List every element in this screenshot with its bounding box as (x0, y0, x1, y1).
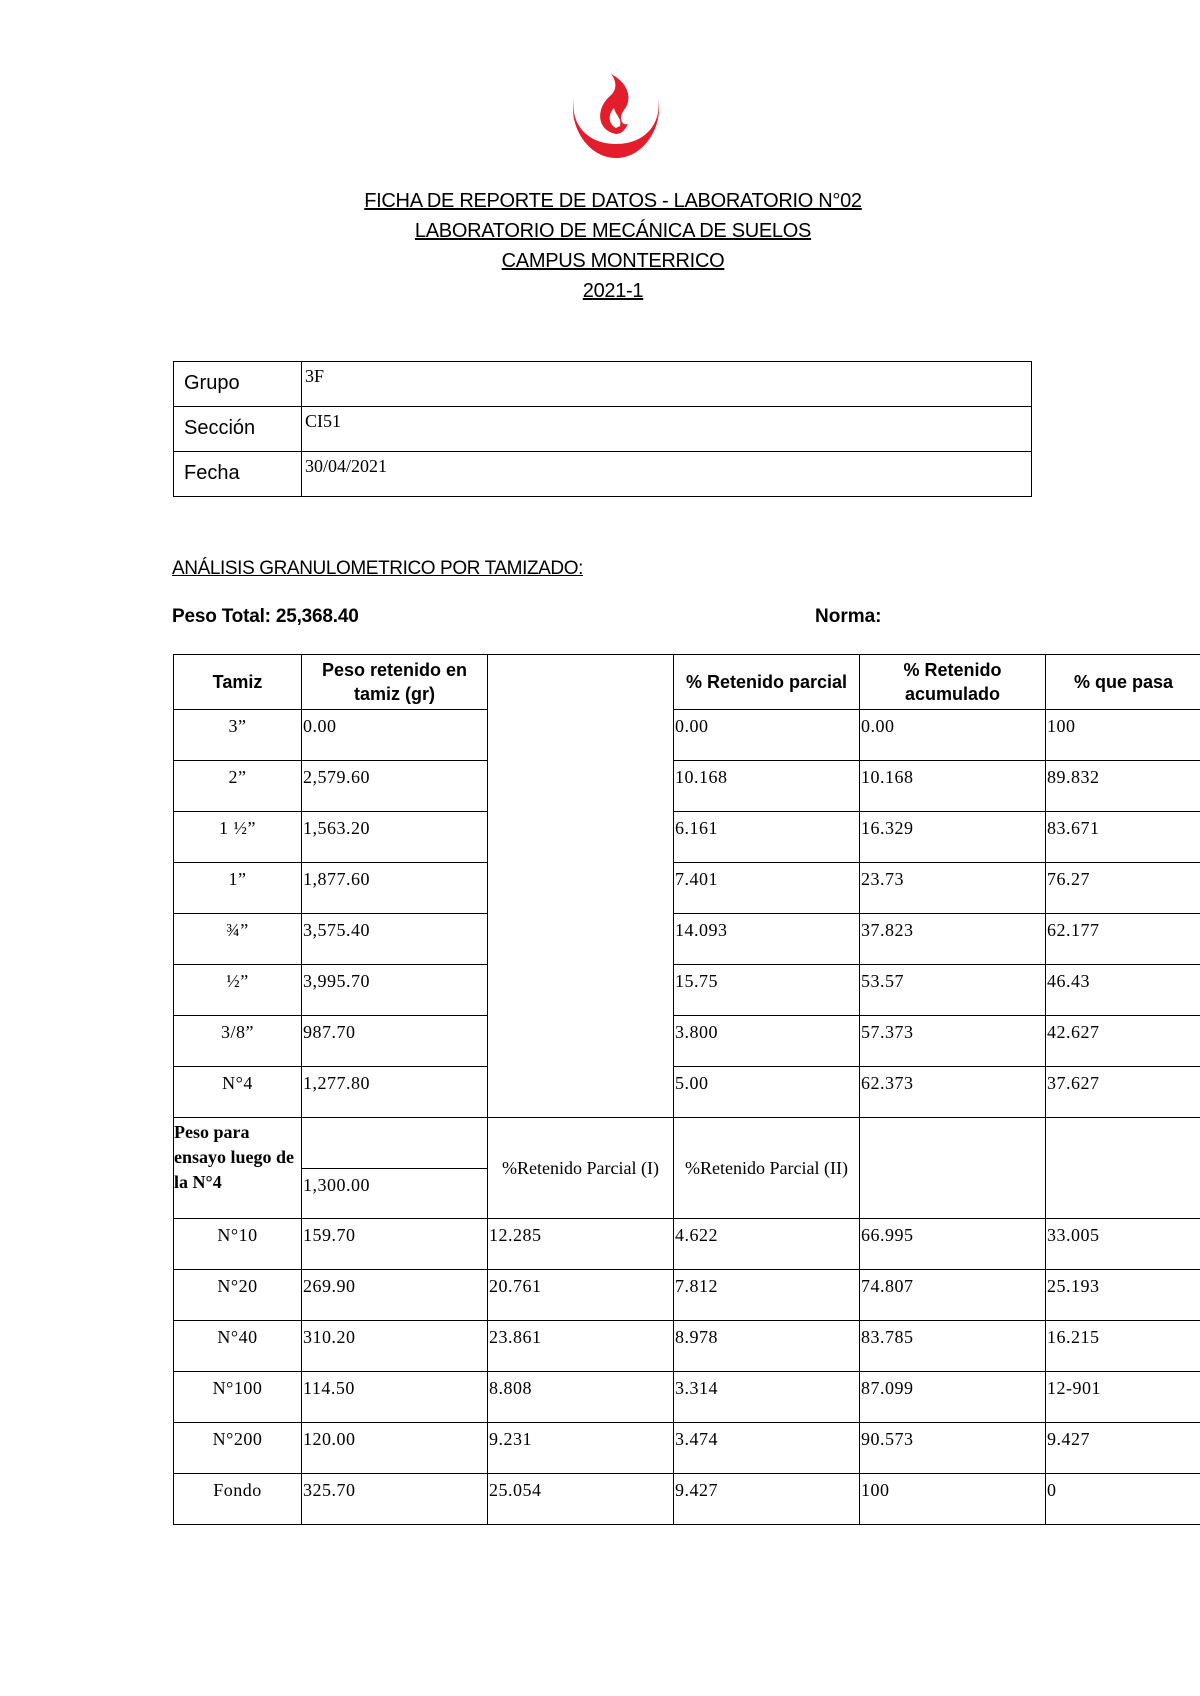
parcial-cell: 5.00 (674, 1067, 860, 1118)
retenido-parcial-ii-header: %Retenido Parcial (II) (674, 1118, 860, 1219)
peso-cell: 3,575.40 (302, 914, 488, 965)
peso-cell: 0.00 (302, 710, 488, 761)
pasa-cell: 0 (1046, 1474, 1200, 1525)
tamiz-cell: N°10 (174, 1219, 302, 1270)
acumulado-cell: 10.168 (860, 761, 1046, 812)
table-row (174, 710, 1200, 761)
table-row (174, 1270, 1200, 1321)
peso-cell: 2,579.60 (302, 761, 488, 812)
tamiz-cell: N°20 (174, 1270, 302, 1321)
acumulado-cell: 62.373 (860, 1067, 1046, 1118)
pasa-cell: 33.005 (1046, 1219, 1200, 1270)
parcial-ii-cell: 3.314 (674, 1372, 860, 1423)
pasa-cell: 16.215 (1046, 1321, 1200, 1372)
pasa-cell: 83.671 (1046, 812, 1200, 863)
table-row (174, 1474, 1200, 1525)
parcial-cell: 6.161 (674, 812, 860, 863)
acumulado-cell: 90.573 (860, 1423, 1046, 1474)
tamiz-cell: 3” (174, 710, 302, 761)
acumulado-cell: 83.785 (860, 1321, 1046, 1372)
acumulado-cell: 53.57 (860, 965, 1046, 1016)
acumulado-cell: 23.73 (860, 863, 1046, 914)
pasa-cell: 12-901 (1046, 1372, 1200, 1423)
table-row (174, 761, 1200, 812)
peso-cell: 269.90 (302, 1270, 488, 1321)
parcial-cell: 10.168 (674, 761, 860, 812)
peso-cell: 1,877.60 (302, 863, 488, 914)
pasa-cell: 89.832 (1046, 761, 1200, 812)
header-retenido-parcial: % Retenido parcial (674, 655, 860, 710)
peso-cell: 1,563.20 (302, 812, 488, 863)
table-row (174, 812, 1200, 863)
info-row-seccion (174, 407, 1032, 452)
title-line-1: FICHA DE REPORTE DE DATOS - LABORATORIO N°02 (364, 190, 862, 212)
table-row (174, 863, 1200, 914)
parcial-ii-cell: 8.978 (674, 1321, 860, 1372)
pasa-cell: 42.627 (1046, 1016, 1200, 1067)
parcial-ii-cell: 3.474 (674, 1423, 860, 1474)
parcial-i-cell: 23.861 (488, 1321, 674, 1372)
parcial-cell: 7.401 (674, 863, 860, 914)
header-tamiz: Tamiz (174, 655, 302, 710)
peso-ensayo-blank (302, 1118, 488, 1169)
title-line-2: LABORATORIO DE MECÁNICA DE SUELOS (414, 220, 812, 242)
tamiz-cell: N°40 (174, 1321, 302, 1372)
acumulado-cell: 87.099 (860, 1372, 1046, 1423)
pasa-cell: 25.193 (1046, 1270, 1200, 1321)
parcial-i-cell: 20.761 (488, 1270, 674, 1321)
table-row (174, 914, 1200, 965)
acumulado-cell: 16.329 (860, 812, 1046, 863)
header-peso-retenido: Peso retenido en tamiz (gr) (302, 655, 488, 710)
blank-pasa-cell (1046, 1118, 1200, 1219)
table-row (174, 1423, 1200, 1474)
parcial-cell: 15.75 (674, 965, 860, 1016)
tamiz-cell: ¾” (174, 914, 302, 965)
parcial-ii-cell: 7.812 (674, 1270, 860, 1321)
parcial-ii-cell: 9.427 (674, 1474, 860, 1525)
upc-flame-logo (566, 74, 666, 160)
section-heading: ANÁLISIS GRANULOMETRICO POR TAMIZADO: (172, 558, 584, 579)
grupo-value: 3F (302, 362, 1032, 407)
peso-cell: 325.70 (302, 1474, 488, 1525)
pasa-cell: 46.43 (1046, 965, 1200, 1016)
parcial-i-cell: 25.054 (488, 1474, 674, 1525)
retenido-parcial-i-header: %Retenido Parcial (I) (488, 1118, 674, 1219)
seccion-value: CI51 (302, 407, 1032, 452)
table-row (174, 1016, 1200, 1067)
parcial-i-cell: 8.808 (488, 1372, 674, 1423)
fecha-label: Fecha (174, 452, 302, 497)
parcial-cell: 0.00 (674, 710, 860, 761)
header-que-pasa: % que pasa (1046, 655, 1200, 710)
sieve-analysis-table (173, 654, 1200, 1525)
peso-cell: 114.50 (302, 1372, 488, 1423)
acumulado-cell: 66.995 (860, 1219, 1046, 1270)
table-row (174, 1321, 1200, 1372)
pasa-cell: 9.427 (1046, 1423, 1200, 1474)
peso-cell: 159.70 (302, 1219, 488, 1270)
acumulado-cell: 37.823 (860, 914, 1046, 965)
parcial-cell: 14.093 (674, 914, 860, 965)
peso-total: Peso Total: 25,368.40 (172, 606, 359, 627)
acumulado-cell: 100 (860, 1474, 1046, 1525)
acumulado-cell: 74.807 (860, 1270, 1046, 1321)
seccion-label: Sección (174, 407, 302, 452)
header-retenido-acumulado: % Retenido acumulado (860, 655, 1046, 710)
title-line-4: 2021-1 (582, 280, 644, 302)
tamiz-cell: ½” (174, 965, 302, 1016)
peso-ensayo-value: 1,300.00 (302, 1169, 488, 1219)
fecha-value: 30/04/2021 (302, 452, 1032, 497)
norma-label: Norma: (815, 606, 882, 627)
table-row (174, 1067, 1200, 1118)
parcial-cell: 3.800 (674, 1016, 860, 1067)
tamiz-cell: 1 ½” (174, 812, 302, 863)
parcial-ii-cell: 4.622 (674, 1219, 860, 1270)
peso-cell: 120.00 (302, 1423, 488, 1474)
pasa-cell: 100 (1046, 710, 1200, 761)
title-line-3: CAMPUS MONTERRICO (501, 250, 725, 272)
header-row (174, 655, 1200, 710)
info-row-grupo (174, 362, 1032, 407)
tamiz-cell: N°100 (174, 1372, 302, 1423)
peso-cell: 310.20 (302, 1321, 488, 1372)
acumulado-cell: 0.00 (860, 710, 1046, 761)
info-row-fecha (174, 452, 1032, 497)
peso-ensayo-row (174, 1118, 1200, 1169)
peso-cell: 3,995.70 (302, 965, 488, 1016)
info-table (173, 361, 1032, 497)
table-row (174, 1372, 1200, 1423)
tamiz-cell: 2” (174, 761, 302, 812)
grupo-label: Grupo (174, 362, 302, 407)
peso-ensayo-label: Peso para ensayo luego de la N°4 (174, 1118, 302, 1219)
pasa-cell: 62.177 (1046, 914, 1200, 965)
parcial-i-cell: 12.285 (488, 1219, 674, 1270)
peso-cell: 1,277.80 (302, 1067, 488, 1118)
table-row (174, 965, 1200, 1016)
tamiz-cell: 1” (174, 863, 302, 914)
pasa-cell: 76.27 (1046, 863, 1200, 914)
tamiz-cell: 3/8” (174, 1016, 302, 1067)
blank-column-cell (488, 655, 674, 1118)
parcial-i-cell: 9.231 (488, 1423, 674, 1474)
tamiz-cell: Fondo (174, 1474, 302, 1525)
tamiz-cell: N°4 (174, 1067, 302, 1118)
blank-acumulado-cell (860, 1118, 1046, 1219)
pasa-cell: 37.627 (1046, 1067, 1200, 1118)
acumulado-cell: 57.373 (860, 1016, 1046, 1067)
document-titles (0, 186, 1200, 306)
table-row (174, 1219, 1200, 1270)
tamiz-cell: N°200 (174, 1423, 302, 1474)
peso-cell: 987.70 (302, 1016, 488, 1067)
